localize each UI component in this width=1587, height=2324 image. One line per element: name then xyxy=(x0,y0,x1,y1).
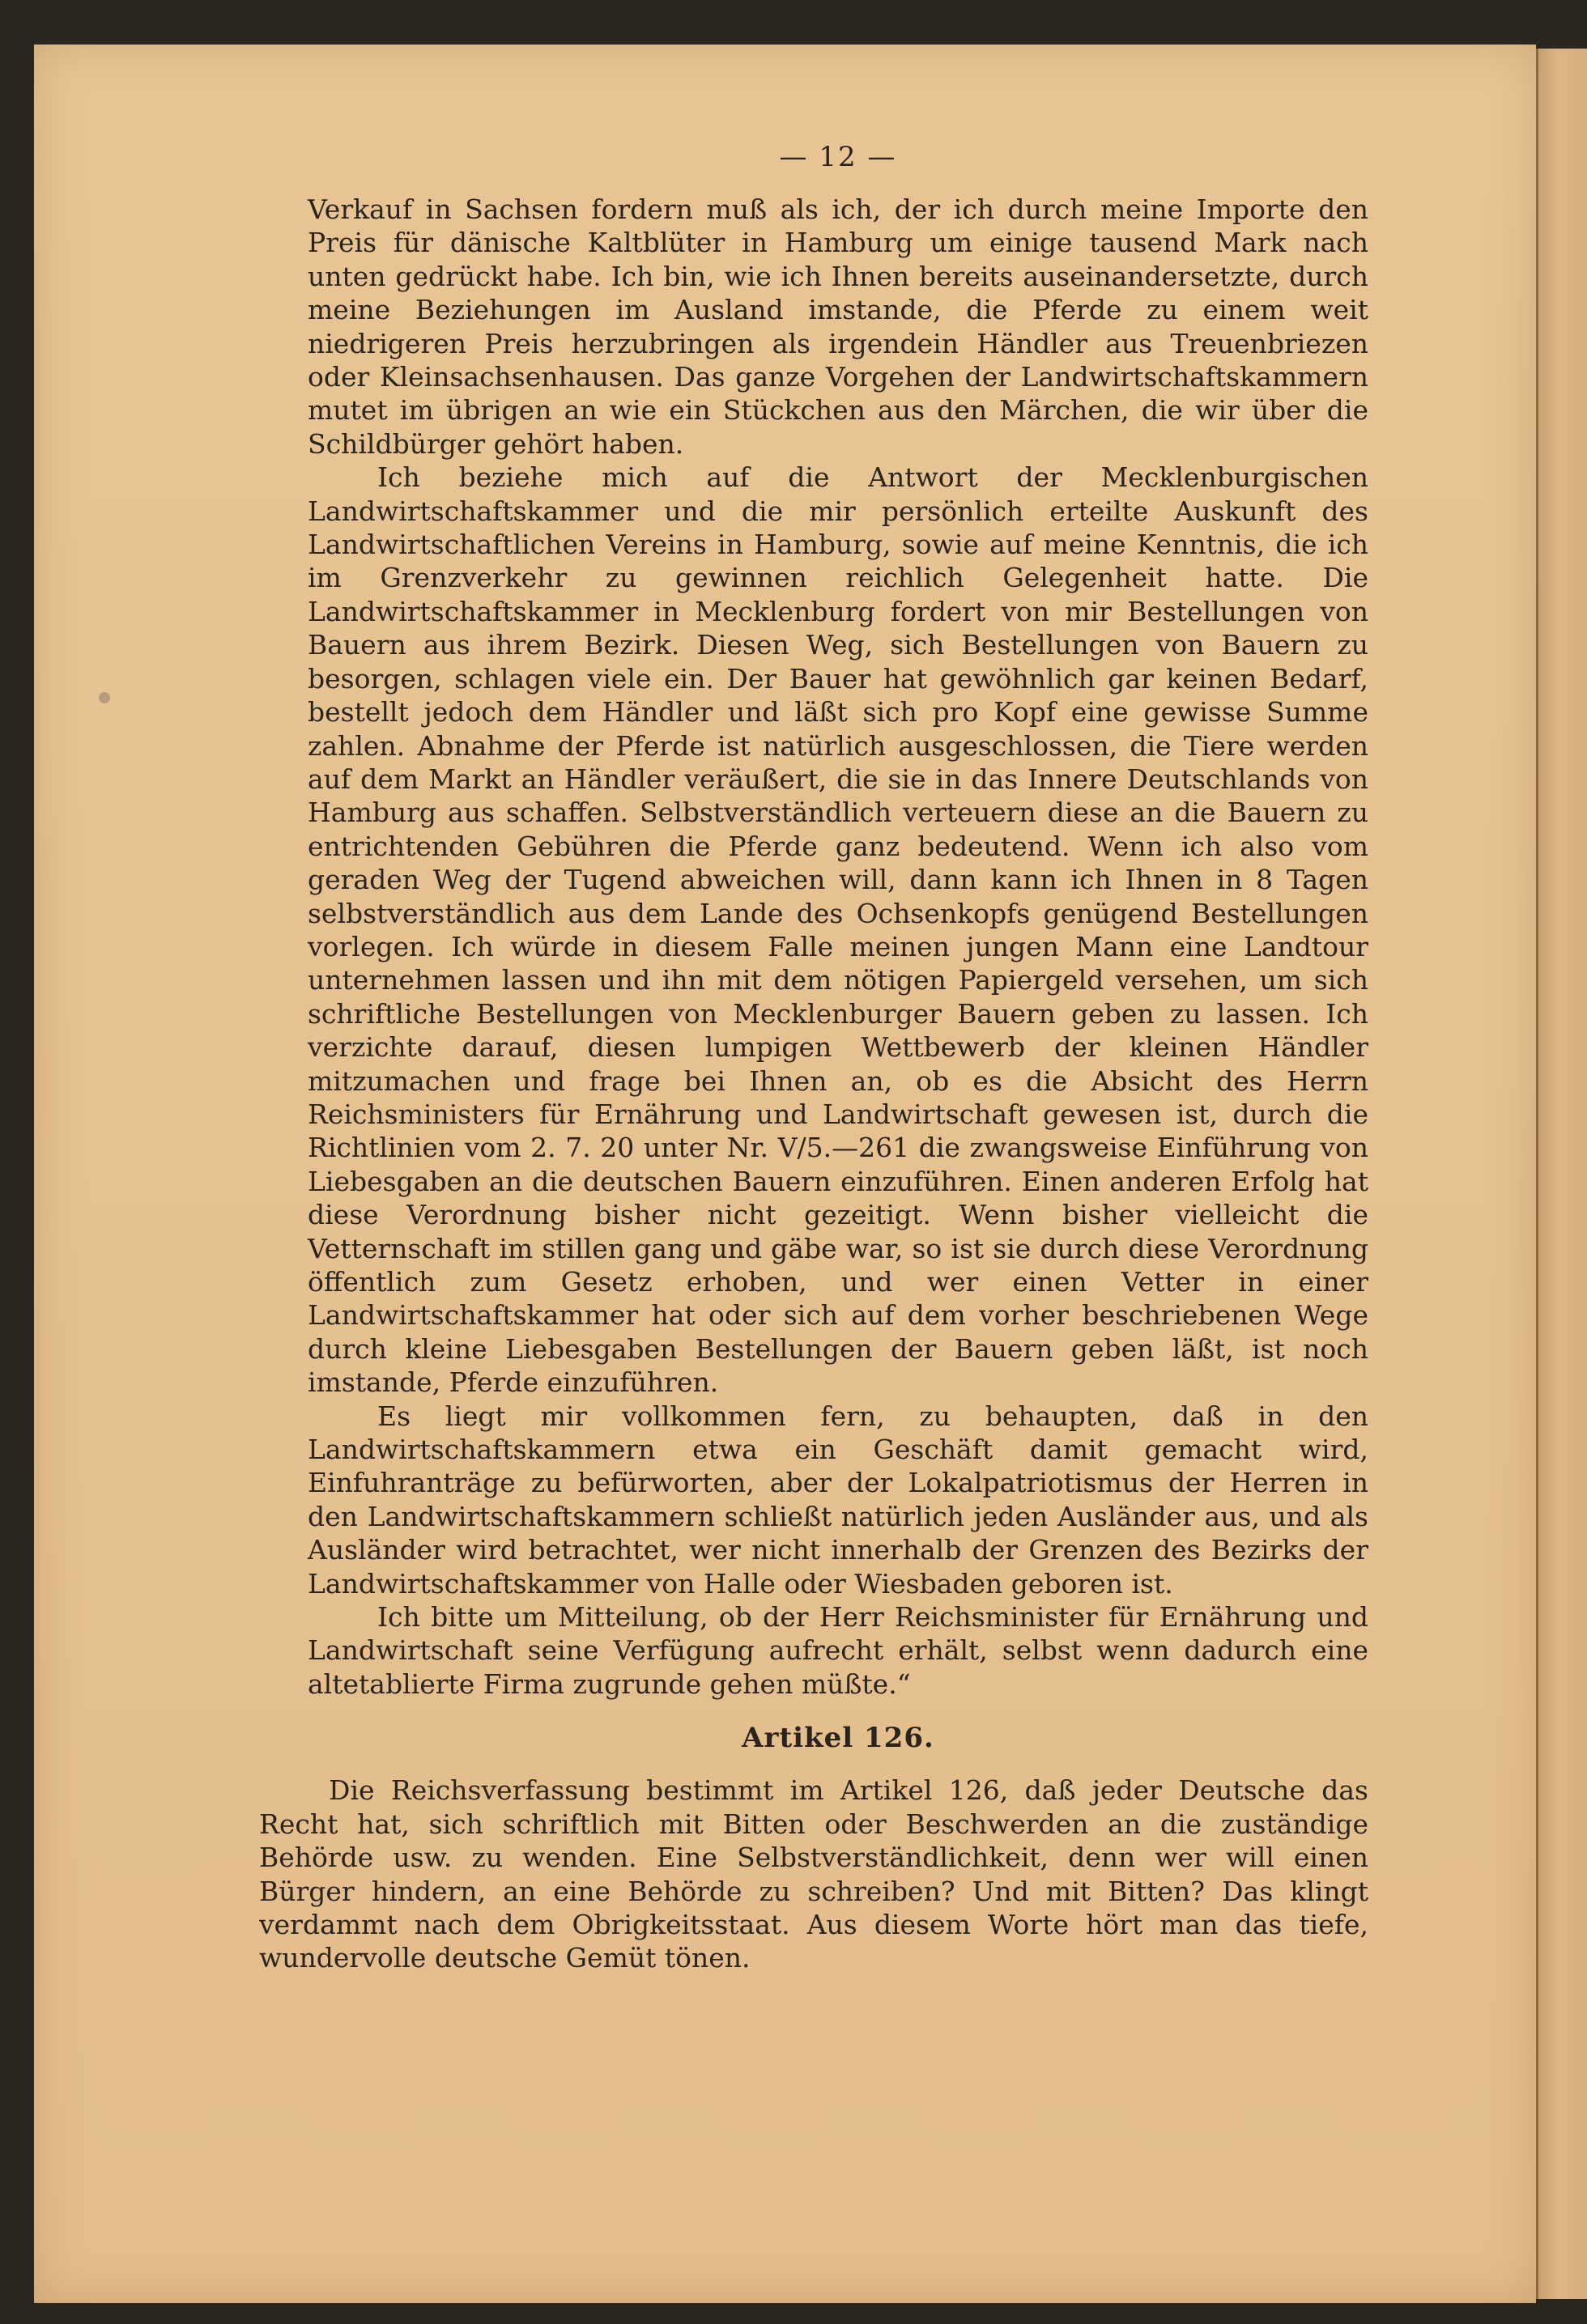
page-content xyxy=(259,138,1368,1975)
paper-spot xyxy=(99,692,110,703)
paragraph: Ich bitte um Mitteilung, ob der Herr Reichsminister für Ernährung und Landwirtschaft seine Verfügung aufrecht erhält, selbst wenn dadurch eine altetablierte Firma zugrunde gehen müßte.“ xyxy=(308,1601,1368,1700)
paragraph: Ich beziehe mich auf die Antwort der Mecklenburgischen Landwirtschaftskammer und die mir persönlich erteilte Auskunft des Landwirtschaftlichen Vereins in Hamburg, sowie auf meine Kenntnis, die ich im Grenzverkehr zu gewinnen reichlich Gelegenheit hatte. Die Landwirtschaftskammer in Mecklenburg fordert von mir Bestellungen von Bauern aus ihrem Bezirk. Diesen Weg, sich Bestellungen von Bauern zu besorgen, schlagen viele ein. Der Bauer hat gewöhnlich gar keinen Bedarf, bestellt jedoch dem Händler und läßt sich pro Kopf eine gewisse Summe zahlen. Abnahme der Pferde ist natürlich ausgeschlossen, die Tiere werden auf dem Markt an Händler veräußert, die sie in das Innere Deutschlands von Hamburg aus schaffen. Selbstverständlich verteuern diese an die Bauern zu entrichtenden Gebühren die Pferde ganz bedeutend. Wenn ich also vom geraden Weg der Tugend abweichen will, dann kann ich Ihnen in 8 Tagen selbstverständlich aus dem Lande des Ochsenkopfs genügend Bestellungen vorlegen. Ich würde in diesem Falle meinen jungen Mann eine Landtour unternehmen lassen und ihn mit dem nötigen Papiergeld versehen, um sich schriftliche Bestellungen von Mecklenburger Bauern geben zu lassen. Ich verzichte darauf, diesen lumpigen Wettbewerb der kleinen Händler mitzumachen und frage bei Ihnen an, ob es die Absicht des Herrn Reichsministers für Ernährung und Landwirtschaft gewesen ist, durch die Richtlinien vom 2. 7. 20 unter Nr. V/5.—261 die zwangsweise Einführung von Liebesgaben an die deutschen Bauern einzuführen. Einen anderen Erfolg hat diese Verordnung bisher nicht gezeitigt. Wenn bisher vielleicht die Vetternschaft im stillen gang und gäbe war, so ist sie durch diese Verordnung öffentlich zum Gesetz erhoben, und wer einen Vetter in einer Landwirtschaftskammer hat oder sich auf dem vorher beschriebenen Wege durch kleine Liebesgaben Bestellungen der Bauern geben läßt, ist noch imstande, Pferde einzuführen. xyxy=(308,461,1368,1399)
section-paragraph: Die Reichsverfassung bestimmt im Artikel 126, daß jeder Deutsche das Recht hat, sich schriftlich mit Bitten oder Beschwerden an die zuständige Behörde usw. zu wenden. Eine Selbstverständlichkeit, denn wer will einen Bürger hindern, an eine Behörde zu schreiben? Und mit Bitten? Das klingt verdammt nach dem Obrigkeitsstaat. Aus diesem Worte hört man das tiefe, wundervolle deutsche Gemüt tönen. xyxy=(259,1774,1368,1974)
section-heading: Artikel 126. xyxy=(742,1722,934,1755)
paragraph: Es liegt mir vollkommen fern, zu behaupten, daß in den Landwirtschaftskammern etwa ein Geschäft damit gemacht wird, Einfuhranträge zu befürworten, aber der Lokalpatriotismus der Herren in den Landwirtschaftskammern schließt natürlich jeden Ausländer aus, und als Ausländer wird betrachtet, wer nicht innerhalb der Grenzen des Bezirks der Landwirtschaftskammer von Halle oder Wiesbaden geboren ist. xyxy=(308,1400,1368,1600)
paragraph-continuation: Verkauf in Sachsen fordern muß als ich, der ich durch meine Importe den Preis für dänische Kaltblüter in Hamburg um einige tausend Mark nach unten gedrückt habe. Ich bin, wie ich Ihnen bereits auseinandersetzte, durch meine Beziehungen im Ausland imstande, die Pferde zu einem weit niedrigeren Preis herzubringen als irgendein Händler aus Treuenbriezen oder Kleinsachsenhausen. Das ganze Vorgehen der Landwirtschaftskammern mutet im übrigen an wie ein Stückchen aus den Märchen, die wir über die Schildbürger gehört haben. xyxy=(308,193,1368,460)
page-number: — 12 — xyxy=(779,141,897,173)
adjacent-page-edge xyxy=(1536,49,1587,2299)
